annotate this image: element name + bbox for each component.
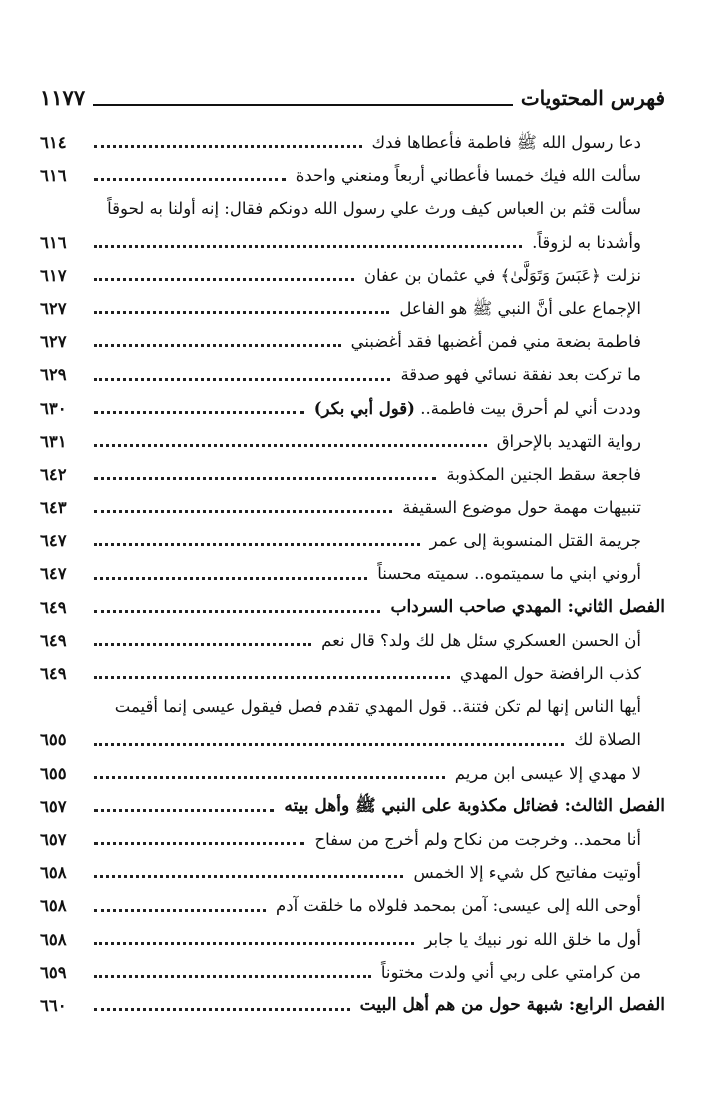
toc-entry-title-text: فاجعة سقط الجنين المكذوبة [446,464,641,484]
toc-entry-title-text: أنا محمد.. وخرجت من نكاح ولم أخرج من سفاح [314,829,641,849]
toc-entry-title-text: أوحى الله إلى عيسى: آمن بمحمد فلولاه ما خلقت آدم [276,896,641,916]
dot-leader [94,477,436,480]
toc-entry-title [373,557,641,590]
toc-entry-text [88,491,665,524]
toc-entry-page-number: ٦١٦ [40,166,67,186]
toc-entry-text [88,657,665,690]
toc-entry-page-number: ٦٤٢ [40,464,67,484]
toc-entry-title [317,624,641,657]
toc-entry [40,524,665,557]
toc-entry [40,889,665,922]
toc-entry-page-number: ٦٥٥ [40,730,67,750]
toc-entry [40,126,665,159]
toc-entry-line [88,923,665,956]
dot-leader [94,311,389,314]
toc-entry-page-number: ٦٤٧ [40,564,67,584]
toc-entry-title-text: وددت أني لم أحرق بيت فاطمة.. [420,398,641,418]
toc-entry-line [88,591,665,624]
toc-entry [40,690,665,756]
toc-entry [40,624,665,657]
toc-entry-text [88,292,665,325]
toc-entry-text [88,259,665,292]
toc-entry [40,192,665,258]
toc-entry [40,325,665,358]
dot-leader [94,743,564,746]
toc-entry-title-text: ما تركت بعد نفقة نسائي فهو صدقة [400,365,641,385]
toc-entry-title [386,591,665,624]
dot-leader [94,245,522,248]
toc-entry-text [88,458,665,491]
toc-entry-text [88,591,665,624]
toc-entry-title-text: لا مهدي إلا عيسى ابن مريم [454,763,641,783]
toc-entry-title-text: الصلاة لك [574,730,641,750]
toc-entry-title [356,989,665,1022]
dot-leader [94,942,414,945]
toc-entry-title [360,259,641,292]
toc-entry-title-text: رواية التهديد بالإحراق [496,431,641,451]
toc-entry-title-text: جريمة القتل المنسوبة إلى عمر [429,531,641,551]
toc-entry-line [88,358,665,391]
toc-entry-page-number: ٦٣٠ [40,398,67,418]
toc-entry-title-text: الإجماع على أنَّ النبي ﷺ هو الفاعل [399,298,641,318]
toc-entry-title-text: سألت الله فيك خمسا فأعطاني أربعاً ومنعني واحدة [295,166,641,186]
toc-entry-title [442,458,641,491]
toc-entry-page-number: ٦٤٩ [40,664,67,683]
toc-entry-page-number: ٦٦٠ [40,995,67,1015]
header-title: فهرس المحتويات [520,86,665,110]
toc-entry-title [310,823,641,856]
dot-leader [94,875,403,878]
toc-entry-title-text: كذب الرافضة حول المهدي [459,664,641,683]
toc-entry-title-text: أروني ابني ما سميتموه.. سميته محسناً [377,564,641,584]
dot-leader [94,178,286,181]
dot-leader [94,809,274,812]
toc-entry-page-number: ٦٤٩ [40,630,67,650]
toc-entry-title [368,126,641,159]
toc-entry-text [88,989,665,1022]
dot-leader [94,543,420,546]
toc-entry-line [88,657,665,690]
toc-entry [40,292,665,325]
toc-entry-text [88,358,665,391]
toc-entry-title-text: دعا رسول الله ﷺ فاطمة فأعطاها فدك [371,132,641,152]
toc-list [40,126,665,1022]
toc-entry-title [456,657,641,690]
toc-entry-title [280,790,665,823]
toc-entry-line [88,723,665,756]
toc-entry [40,856,665,889]
dot-leader [94,278,354,281]
toc-entry-text [88,790,665,823]
dot-leader [94,842,304,845]
toc-entry-text [88,392,665,425]
toc-entry-text [88,823,665,856]
toc-entry-title-text: الفصل الثالث: فضائل مكذوبة على النبي ﷺ وأهل بيته [284,795,665,816]
toc-entry-page-number: ٦٢٩ [40,365,67,385]
toc-entry-line [88,823,665,856]
toc-entry-title [396,358,641,391]
toc-entry-first-line: سألت قثم بن العباس كيف ورث علي رسول الله دونكم فقال: إنه أولنا به لحوقاً [107,199,641,219]
toc-entry-page-number: ٦٢٧ [40,298,67,318]
toc-entry [40,757,665,790]
dot-leader [94,643,311,646]
toc-chapter-entry [40,591,665,624]
toc-entry-page-number: ٦٣١ [40,431,67,451]
toc-entry-page-number: ٦٥٥ [40,763,67,783]
toc-entry-line [88,989,665,1022]
toc-entry-title [426,524,641,557]
toc-entry-text [88,126,665,159]
toc-entry-line [88,790,665,823]
toc-entry-title-text: تنبيهات مهمة حول موضوع السقيفة [402,498,641,518]
toc-entry-text [88,690,665,756]
toc-entry [40,425,665,458]
toc-entry [40,923,665,956]
toc-entry-title-text: من كرامتي على ربي أني ولدت مختوناً [380,962,641,982]
toc-entry-line [88,126,665,159]
toc-entry-title [292,159,641,192]
toc-entry-page-number: ٦٥٨ [40,896,67,916]
page-header [40,80,665,110]
toc-entry [40,823,665,856]
toc-entry-title-text: الفصل الثاني: المهدي صاحب السرداب [390,596,665,617]
toc-entry-title-text: نزلت ﴿عَبَسَ وَتَوَلَّىٰ﴾ في عثمان بن عفان [363,265,641,285]
dot-leader [94,344,341,347]
toc-entry-line [88,856,665,889]
toc-entry-title [272,889,641,922]
toc-entry [40,259,665,292]
toc-entry-text [88,159,665,192]
dot-leader [94,1008,350,1011]
dot-leader [94,145,362,148]
toc-entry [40,557,665,590]
toc-chapter-entry [40,989,665,1022]
toc-entry-line [88,624,665,657]
toc-entry-line [88,889,665,922]
toc-entry-page-number: ٦٥٧ [40,796,67,816]
toc-entry-line [88,159,665,192]
toc-entry [40,956,665,989]
toc-entry-line [88,392,665,425]
toc-entry-title [420,923,641,956]
dot-leader [94,610,380,613]
toc-chapter-entry [40,790,665,823]
toc-entry-text [88,192,665,258]
toc-entry-line [88,259,665,292]
dot-leader [94,776,445,779]
toc-entry-text [88,524,665,557]
toc-entry-text [88,889,665,922]
toc-entry-line [88,325,665,358]
header-page-number: ١١٧٧ [40,85,86,110]
toc-entry [40,491,665,524]
toc-entry-text [88,624,665,657]
toc-entry-title [395,292,641,325]
toc-entry-line [88,425,665,458]
toc-entry [40,159,665,192]
toc-entry-title-text: الفصل الرابع: شبهة حول من هم أهل البيت [359,994,665,1015]
toc-entry-title-text: أوتيت مفاتيح كل شيء إلا الخمس [413,863,641,883]
toc-entry-page-number: ٦٥٨ [40,929,67,949]
toc-entry-first-line: أيها الناس إنها لم تكن فتنة.. قول المهدي تقدم فصل فيقول عيسى إنما أقيمت [114,697,641,717]
toc-entry-line [88,491,665,524]
toc-entry-page-number: ٦١٦ [40,232,67,252]
toc-entry-title-text: أن الحسن العسكري سئل هل لك ولد؟ قال نعم [321,630,641,650]
dot-leader [94,975,371,978]
toc-entry-title-text: فاطمة بضعة مني فمن أغضبها فقد أغضبني [350,332,641,352]
dot-leader [94,510,392,513]
dot-leader [94,411,304,414]
dot-leader [94,444,487,447]
toc-entry-title [493,425,641,458]
toc-entry-text [88,956,665,989]
toc-entry-text [88,923,665,956]
toc-entry-line [88,524,665,557]
toc-entry-line [88,458,665,491]
toc-entry-text [88,757,665,790]
toc-entry-page-number: ٦٥٨ [40,863,67,883]
toc-entry-text [88,557,665,590]
toc-entry-title [347,325,641,358]
toc-entry-page-number: ٦٤٩ [40,597,67,617]
toc-entry [40,358,665,391]
toc-entry-title [377,956,641,989]
toc-entry-page-number: ٦١٤ [40,132,67,152]
toc-entry-title-bold: (قول أبي بكر) [313,398,415,418]
toc-entry-title [528,226,641,259]
toc-entry-page-number: ٦٥٧ [40,829,67,849]
toc-entry-title-text: وأشدنا به لزوقاً. [532,232,641,252]
toc-entry-title [398,491,641,524]
toc-entry-title-text: أول ما خلق الله نور نبيك يا جابر [424,929,641,949]
toc-entry-page-number: ٦٤٣ [40,498,67,518]
toc-entry-line [88,557,665,590]
dot-leader [94,577,367,580]
toc-entry-page-number: ٦١٧ [40,265,67,285]
toc-entry-title [310,392,641,425]
toc-entry-line [88,757,665,790]
toc-entry-line [88,292,665,325]
dot-leader [94,676,450,679]
toc-entry [40,657,665,690]
toc-entry-text [88,325,665,358]
toc-entry-page-number: ٦٥٩ [40,962,67,982]
toc-entry-title [409,856,641,889]
toc-entry-title [570,723,641,756]
dot-leader [94,378,390,381]
header-rule [93,104,513,106]
toc-entry [40,392,665,425]
toc-entry-page-number: ٦٤٧ [40,531,67,551]
toc-entry-page-number: ٦٢٧ [40,332,67,352]
toc-entry-title [451,757,641,790]
toc-entry-line [88,226,665,259]
dot-leader [94,909,266,912]
toc-entry [40,458,665,491]
toc-entry-text [88,425,665,458]
toc-entry-line [88,956,665,989]
toc-entry-text [88,856,665,889]
